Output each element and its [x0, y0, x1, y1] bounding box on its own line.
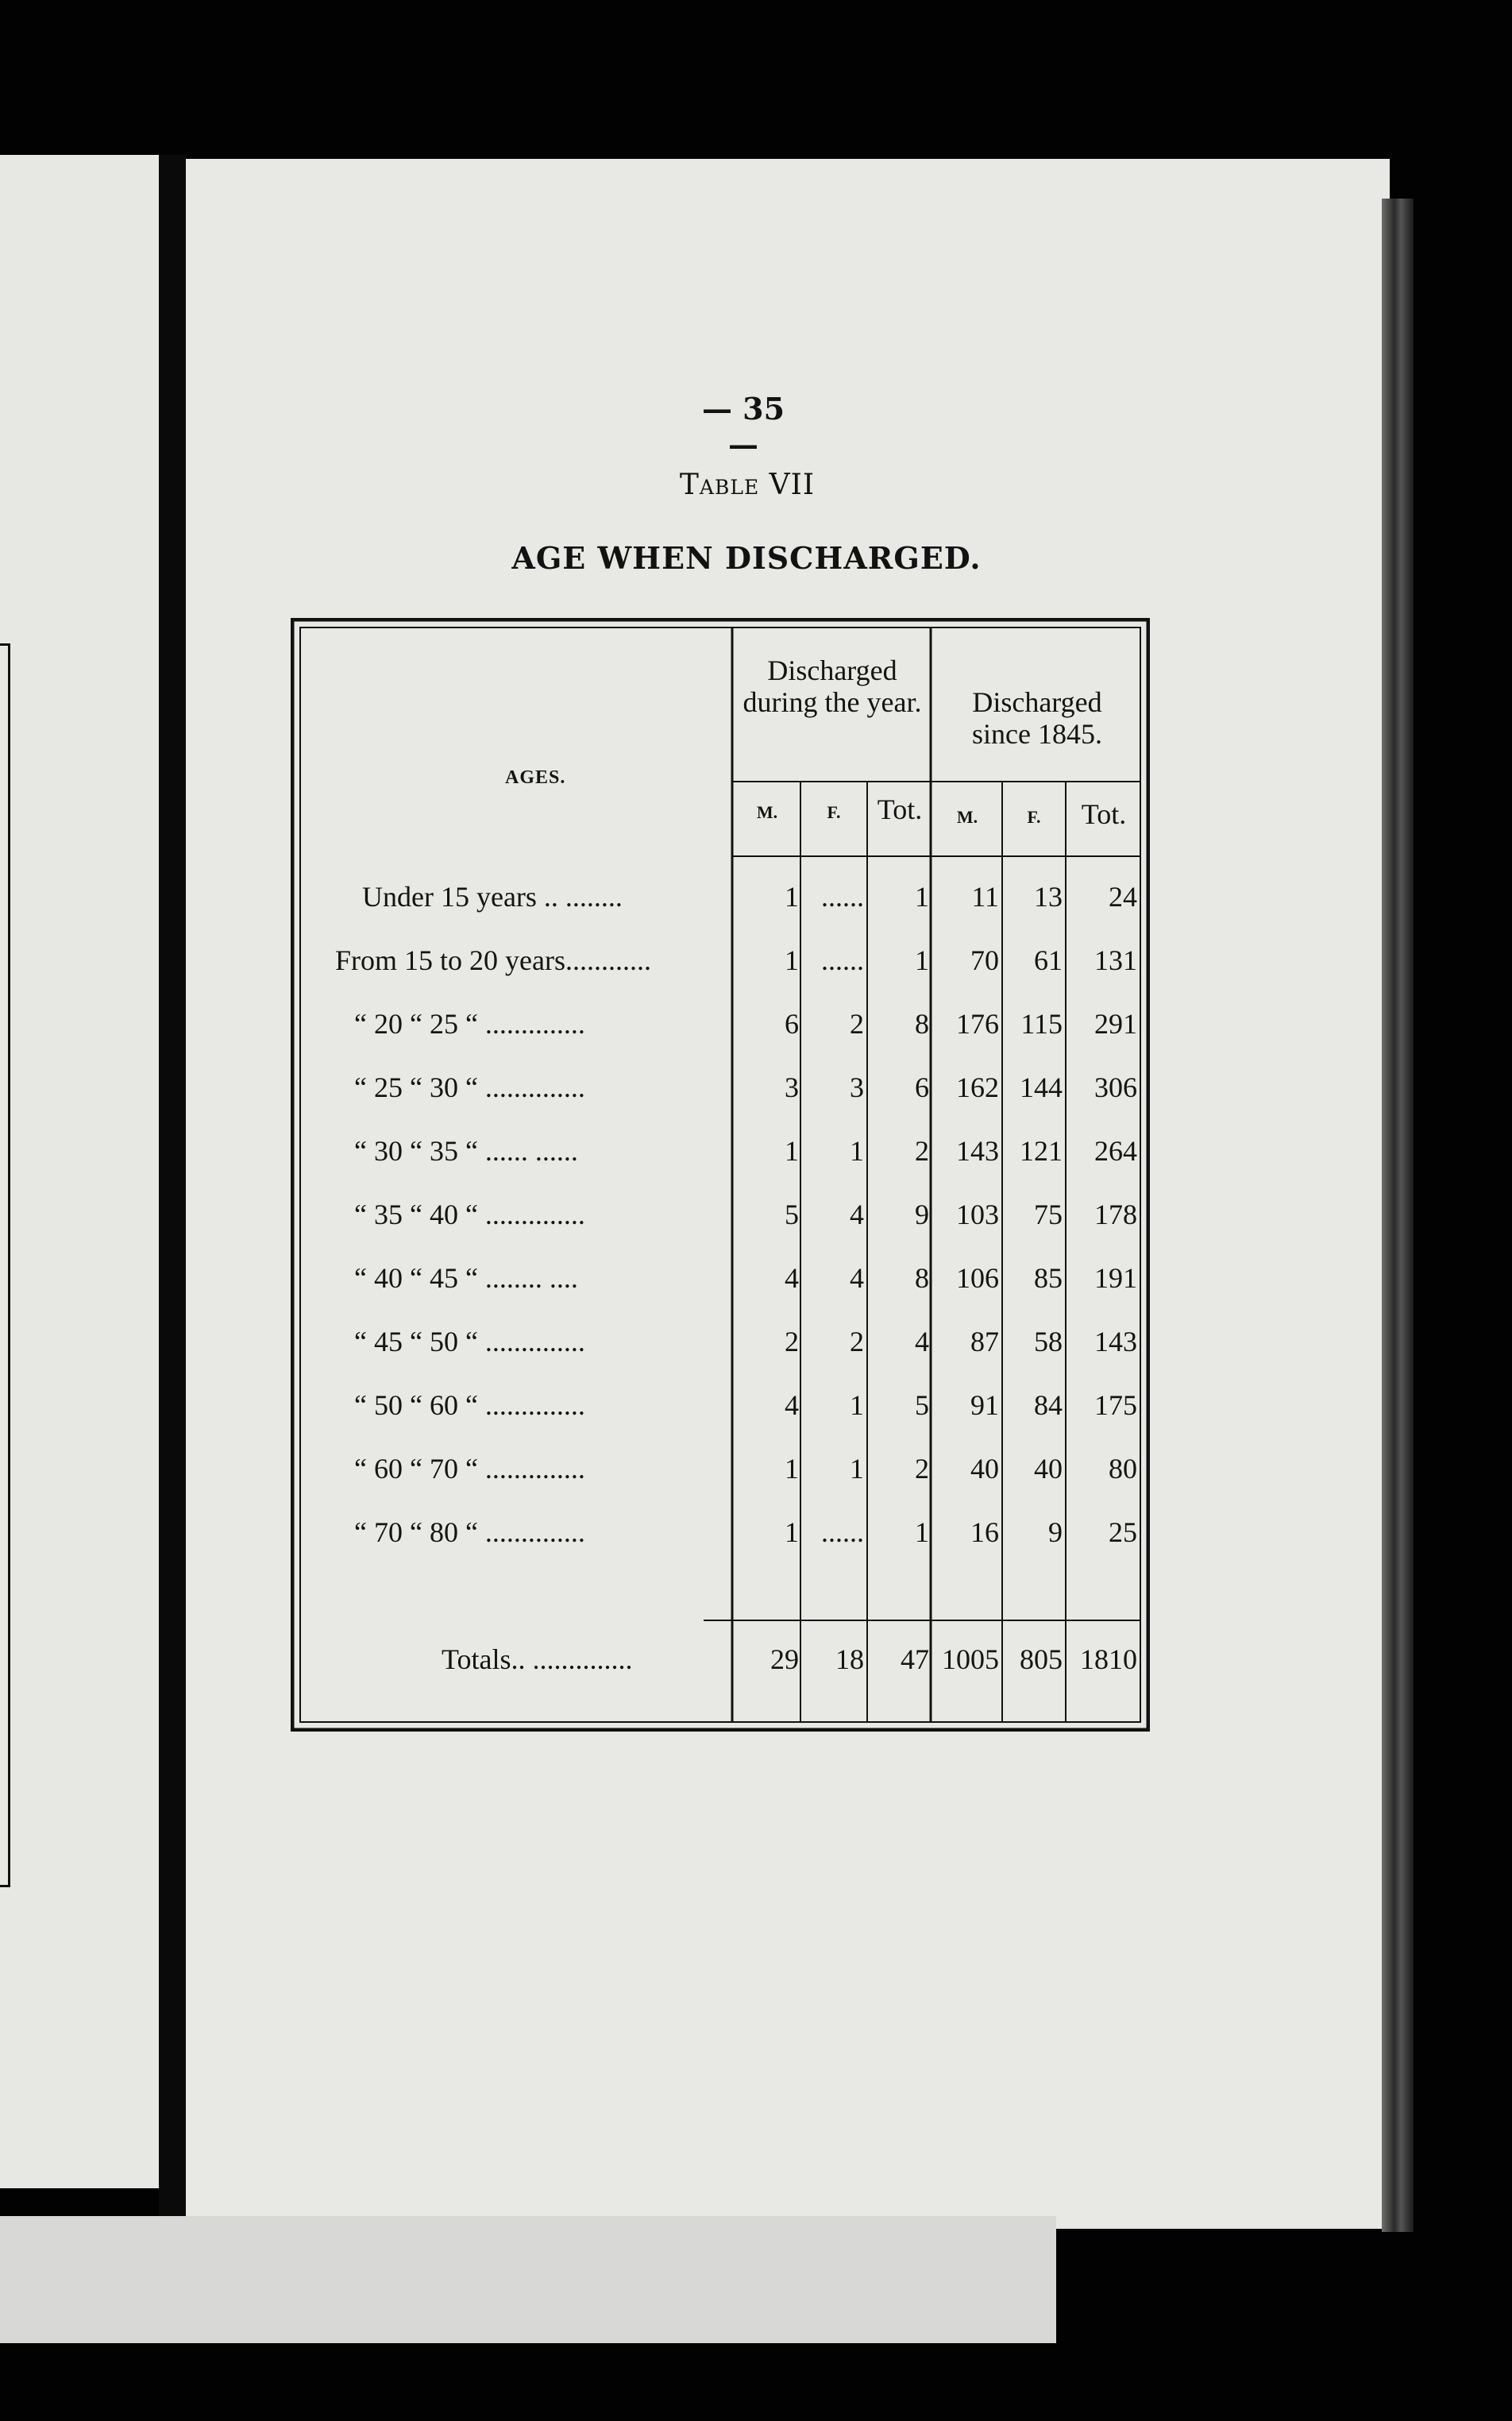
totals-cell: 1005 — [942, 1643, 999, 1675]
row-cell: 40 — [1034, 1453, 1063, 1485]
row-cell: 84 — [1034, 1389, 1063, 1421]
row-cell: 13 — [1034, 881, 1063, 913]
table-rules — [291, 618, 1150, 1732]
table-label — [664, 469, 831, 501]
row-cell: 1 — [915, 1516, 929, 1548]
book-gutter — [159, 155, 187, 2220]
row-cell: 2 — [785, 1326, 799, 1357]
table-label-text: Table VII — [679, 469, 816, 501]
bottom-page-strip — [0, 2216, 1056, 2343]
row-label: “ 50 “ 60 “ .............. — [354, 1389, 585, 1421]
row-cell: 178 — [1094, 1199, 1137, 1230]
row-label: “ 40 “ 45 “ ........ .... — [354, 1262, 578, 1294]
row-cell: 106 — [956, 1262, 999, 1294]
row-cell: 1 — [785, 1516, 799, 1548]
row-cell: 264 — [1094, 1135, 1137, 1167]
row-cell: 8 — [915, 1262, 929, 1294]
row-cell: 2 — [850, 1326, 864, 1357]
facing-page — [0, 155, 159, 2188]
page-number: — 35 — — [701, 391, 785, 462]
row-cell: 87 — [970, 1326, 999, 1357]
row-cell: 3 — [785, 1071, 799, 1103]
row-cell: 143 — [1094, 1326, 1137, 1357]
row-label: “ 60 “ 70 “ .............. — [354, 1453, 585, 1485]
inner-border — [300, 627, 1140, 1722]
row-cell: ...... — [821, 1516, 864, 1548]
row-label: “ 70 “ 80 “ .............. — [354, 1516, 585, 1548]
row-cell: 1 — [850, 1135, 864, 1167]
subheader-tot-since: Tot. — [1081, 798, 1127, 830]
row-cell: 191 — [1094, 1262, 1137, 1294]
page-stack-edge — [1382, 199, 1414, 2232]
row-cell: 2 — [915, 1453, 929, 1485]
row-label: “ 35 “ 40 “ .............. — [354, 1199, 585, 1230]
row-cell: 80 — [1109, 1453, 1137, 1485]
row-cell: 4 — [850, 1262, 864, 1294]
subheader-m-year: M. — [756, 802, 778, 822]
header-discharged-since: Discharged since 1845. — [972, 686, 1102, 750]
row-cell: 162 — [956, 1071, 999, 1103]
totals-cell: 29 — [770, 1643, 799, 1675]
row-cell: 5 — [785, 1199, 799, 1230]
row-cell: 291 — [1094, 1008, 1137, 1040]
outer-border — [292, 620, 1148, 1730]
totals-cell: 1810 — [1080, 1643, 1137, 1675]
row-cell: 75 — [1034, 1199, 1063, 1230]
row-cell: 4 — [785, 1389, 799, 1421]
row-cell: 85 — [1034, 1262, 1063, 1294]
row-cell: 144 — [1020, 1071, 1063, 1103]
row-cell: 58 — [1034, 1326, 1063, 1357]
totals-cell: 805 — [1020, 1643, 1063, 1675]
row-cell: 176 — [956, 1008, 999, 1040]
subheader-m-since: M. — [956, 807, 978, 827]
row-cell: 4 — [915, 1326, 929, 1357]
subheader-f-year: F. — [827, 802, 841, 822]
row-cell: 1 — [850, 1389, 864, 1421]
totals-cell: 18 — [835, 1643, 864, 1675]
row-cell: 4 — [850, 1199, 864, 1230]
row-cell: 6 — [785, 1008, 799, 1040]
row-cell: 143 — [956, 1135, 999, 1167]
row-label: “ 25 “ 30 “ .............. — [354, 1071, 585, 1103]
row-label: Under 15 years .. ........ — [362, 881, 623, 913]
facing-page-table-edge — [0, 643, 10, 1887]
row-cell: 91 — [970, 1389, 999, 1421]
row-cell: 40 — [970, 1453, 999, 1485]
row-label: From 15 to 20 years............ — [335, 944, 651, 976]
row-cell: 9 — [915, 1199, 929, 1230]
row-cell: 4 — [785, 1262, 799, 1294]
row-cell: ...... — [821, 881, 864, 913]
row-cell: 2 — [850, 1008, 864, 1040]
table-title: AGE WHEN DISCHARGED. — [511, 540, 982, 576]
row-cell: 61 — [1034, 944, 1063, 976]
row-cell: 3 — [850, 1071, 864, 1103]
row-cell: 9 — [1048, 1516, 1063, 1548]
header-discharged-year: Discharged during the year. — [742, 654, 922, 718]
row-cell: ...... — [821, 944, 864, 976]
row-cell: 1 — [785, 1453, 799, 1485]
row-cell: 70 — [970, 944, 999, 976]
row-cell: 1 — [850, 1453, 864, 1485]
header-ages: AGES. — [505, 767, 566, 788]
row-cell: 1 — [785, 881, 799, 913]
row-cell: 103 — [956, 1199, 999, 1230]
row-label: “ 20 “ 25 “ .............. — [354, 1008, 585, 1040]
row-cell: 1 — [785, 944, 799, 976]
row-label: “ 30 “ 35 “ ...... ...... — [354, 1135, 578, 1167]
row-cell: 25 — [1109, 1516, 1137, 1548]
row-label: “ 45 “ 50 “ .............. — [354, 1326, 585, 1357]
subheader-tot-year: Tot. — [877, 793, 923, 825]
row-cell: 175 — [1094, 1389, 1137, 1421]
row-cell: 1 — [785, 1135, 799, 1167]
row-cell: 1 — [915, 944, 929, 976]
row-cell: 16 — [970, 1516, 999, 1548]
row-cell: 24 — [1109, 881, 1137, 913]
row-cell: 131 — [1094, 944, 1137, 976]
row-cell: 6 — [915, 1071, 929, 1103]
row-cell: 8 — [915, 1008, 929, 1040]
row-cell: 2 — [915, 1135, 929, 1167]
row-cell: 5 — [915, 1389, 929, 1421]
totals-cell: 47 — [901, 1643, 929, 1675]
subheader-f-since: F. — [1027, 807, 1041, 827]
discharge-table — [291, 618, 1150, 1732]
row-cell: 115 — [1020, 1008, 1063, 1040]
row-cell: 11 — [971, 881, 999, 913]
row-cell: 306 — [1094, 1071, 1137, 1103]
totals-label: Totals.. .............. — [442, 1643, 633, 1675]
row-cell: 1 — [915, 881, 929, 913]
row-cell: 121 — [1020, 1135, 1063, 1167]
